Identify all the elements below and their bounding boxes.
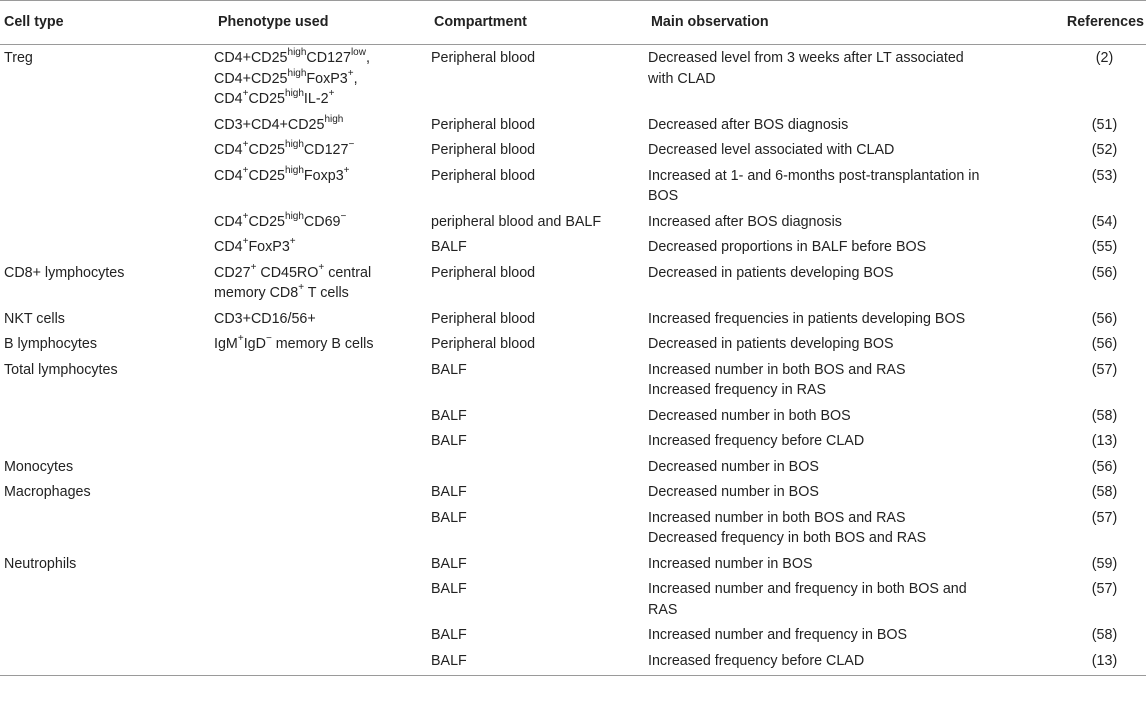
table-row (0, 112, 1146, 138)
cell-type (0, 163, 214, 209)
table-row (0, 260, 1146, 306)
reference: (57) (1091, 581, 1118, 597)
main-observation (647, 622, 1051, 648)
table-row (0, 209, 1146, 235)
main-observation (647, 403, 1051, 429)
table-row (0, 479, 1146, 505)
reference: (57) (1091, 361, 1118, 378)
observation-line: BOS (648, 188, 679, 204)
observation-line: with CLAD (648, 70, 716, 87)
phenotype-superscript: low (350, 47, 366, 59)
phenotype-superscript: high (285, 88, 304, 100)
table-row (0, 357, 1146, 403)
table-row (0, 137, 1146, 163)
cell-type (0, 112, 214, 138)
observation-line: Increased number and frequency in BOS (648, 627, 908, 643)
cell-type (0, 209, 214, 235)
phenotype-line: CD3+CD16/56+ (214, 310, 316, 327)
phenotype (214, 357, 430, 403)
phenotype-superscript: + (343, 164, 350, 176)
header-cell-type: Cell type (0, 1, 214, 45)
compartment: Peripheral blood (431, 167, 536, 184)
main-observation (647, 45, 1051, 112)
table-row (0, 234, 1146, 260)
compartment: BALF (431, 407, 467, 424)
compartment: Peripheral blood (431, 116, 536, 133)
cell-type (0, 505, 214, 551)
observation-line: Decreased in patients developing BOS (648, 336, 894, 352)
main-observation (647, 137, 1051, 163)
compartment: BALF (431, 555, 467, 572)
main-observation (647, 551, 1051, 577)
compartment: BALF (431, 627, 467, 643)
compartment: BALF (431, 361, 467, 378)
table-row (0, 576, 1146, 622)
phenotype-superscript: + (328, 88, 335, 100)
cell-type (0, 403, 214, 429)
cell-type (0, 428, 214, 454)
observation-line: Increased frequency before CLAD (648, 652, 865, 669)
phenotype-line: $CD4+CD25^{high}CD127^{low}$, (214, 47, 370, 66)
observation-line: Decreased number in both BOS (648, 407, 851, 424)
observation-line: Decreased level associated with CLAD (648, 142, 895, 158)
header-row (0, 1, 1146, 45)
compartment: BALF (431, 581, 467, 597)
main-observation (647, 454, 1051, 480)
table-row (0, 403, 1146, 429)
phenotype-superscript: + (298, 282, 305, 294)
phenotype-superscript: high (287, 47, 307, 59)
phenotype-line: $CD4^+CD25^{high}Foxp3^+$ (214, 164, 350, 184)
table-body (0, 45, 1146, 676)
main-observation (647, 331, 1051, 357)
observation-line: Increased number in BOS (648, 555, 813, 572)
cell-type (0, 622, 214, 648)
header-compartment: Compartment (430, 1, 647, 45)
main-observation (647, 576, 1051, 622)
header-phenotype: Phenotype used (214, 1, 430, 45)
main-observation (647, 306, 1051, 332)
reference: (56) (1091, 310, 1118, 327)
phenotype (214, 234, 430, 260)
cell-type (0, 137, 214, 163)
cell-type: Total lymphocytes (4, 361, 118, 378)
compartment: Peripheral blood (431, 50, 536, 66)
compartment: peripheral blood and BALF (431, 213, 602, 230)
reference: (58) (1091, 627, 1118, 643)
cell-type: CD8+ lymphocytes (4, 264, 125, 281)
observation-line: Decreased after BOS diagnosis (648, 116, 849, 133)
phenotype-superscript: high (285, 210, 304, 222)
reference: (13) (1091, 433, 1118, 449)
observation-line: Increased number in both BOS and RAS (648, 361, 906, 378)
phenotype-superscript: + (242, 210, 249, 222)
reference: (58) (1091, 407, 1118, 424)
table-row (0, 306, 1146, 332)
header-main-observation: Main observation (647, 1, 1051, 45)
phenotype (214, 45, 430, 112)
table-row (0, 428, 1146, 454)
compartment: BALF (431, 433, 467, 449)
phenotype-superscript: + (347, 67, 354, 79)
main-observation (647, 479, 1051, 505)
compartment: Peripheral blood (431, 264, 536, 281)
observation-line: Decreased in patients developing BOS (648, 264, 894, 281)
phenotype-superscript: + (242, 164, 249, 176)
phenotype (214, 209, 430, 235)
observation-line: Decreased number in BOS (648, 458, 819, 475)
main-observation (647, 505, 1051, 551)
table-row (0, 45, 1146, 112)
cell-type: Neutrophils (4, 555, 77, 572)
phenotype-superscript: − (265, 333, 272, 345)
phenotype (214, 505, 430, 551)
cell-type: Monocytes (4, 458, 74, 475)
reference: (53) (1091, 167, 1118, 184)
reference: (52) (1091, 142, 1118, 158)
table-row (0, 551, 1146, 577)
compartment: BALF (430, 648, 647, 676)
main-observation (647, 163, 1051, 209)
phenotype-superscript: + (242, 139, 249, 151)
phenotype-line: $CD4^+CD25^{high}CD127^-$ (214, 139, 355, 158)
cell-type: Macrophages (4, 484, 91, 500)
cell-type: Treg (4, 50, 33, 66)
table-header (0, 1, 1146, 45)
observation-line: Increased number in both BOS and RAS (648, 509, 906, 526)
compartment: Peripheral blood (431, 310, 536, 327)
phenotype-superscript: + (289, 236, 296, 248)
cell-type: NKT cells (4, 310, 65, 327)
phenotype (214, 403, 430, 429)
phenotype-superscript: + (237, 333, 244, 345)
observation-line: Increased after BOS diagnosis (648, 213, 842, 230)
phenotype (214, 648, 430, 676)
main-observation (647, 209, 1051, 235)
phenotype-superscript: high (285, 164, 304, 176)
cell-type (0, 648, 214, 676)
compartment: BALF (431, 509, 467, 526)
reference: (57) (1091, 509, 1118, 526)
main-observation (647, 260, 1051, 306)
reference: (56) (1091, 336, 1118, 352)
phenotype-line: $CD4^+CD25^{high}IL-2^+$ (214, 88, 335, 107)
cell-type: B lymphocytes (4, 336, 97, 352)
reference: (56) (1091, 264, 1118, 281)
phenotype-line: CD27+ CD45RO+ central (214, 261, 372, 281)
phenotype (214, 163, 430, 209)
phenotype-superscript: high (285, 139, 304, 151)
compartment: BALF (431, 484, 467, 500)
main-observation (647, 112, 1051, 138)
phenotype-superscript: + (250, 261, 257, 273)
table-row (0, 622, 1146, 648)
table-row (0, 648, 1146, 676)
header-references: References (1051, 1, 1146, 45)
reference: (54) (1091, 213, 1118, 230)
observation-line: RAS (648, 601, 678, 618)
phenotype-line: IgM+IgD− memory B cells (214, 333, 374, 352)
compartment: BALF (431, 239, 467, 255)
phenotype (214, 137, 430, 163)
observation-line: Increased number and frequency in both BOS and (648, 581, 967, 597)
phenotype (214, 454, 430, 480)
observation-line: Decreased proportions in BALF before BOS (648, 239, 927, 255)
phenotype (214, 260, 430, 306)
table-row (0, 163, 1146, 209)
main-observation (647, 357, 1051, 403)
main-observation (647, 234, 1051, 260)
phenotype-superscript: − (348, 139, 355, 151)
phenotype-superscript: + (242, 88, 249, 100)
phenotype (214, 622, 430, 648)
phenotype (214, 428, 430, 454)
reference: (51) (1091, 116, 1118, 133)
observation-line: Decreased number in BOS (648, 484, 819, 500)
compartment: Peripheral blood (431, 142, 536, 158)
phenotype-line: CD4+FoxP3+ (214, 236, 296, 255)
reference: (55) (1091, 239, 1118, 255)
cell-type (0, 234, 214, 260)
phenotype-superscript: high (287, 67, 307, 79)
observation-line: Increased at 1- and 6-months post-transplantation in (648, 167, 980, 184)
observation-line: Increased frequency before CLAD (648, 433, 865, 449)
phenotype (214, 306, 430, 332)
phenotype-superscript: + (242, 236, 249, 248)
observation-line: Decreased level from 3 weeks after LT associated (648, 50, 964, 66)
phenotype (214, 479, 430, 505)
phenotype-superscript: + (318, 261, 325, 273)
phenotype-line: $CD3+CD4+CD25^{high}$ (214, 113, 344, 133)
cell-type (0, 576, 214, 622)
phenotype-line: $CD4+CD25^{high}FoxP3^+$, (214, 67, 358, 87)
table-row (0, 505, 1146, 551)
table-row (0, 331, 1146, 357)
reference: (59) (1091, 555, 1118, 572)
reference: (2) (1095, 50, 1114, 66)
phenotype (214, 331, 430, 357)
phenotype (214, 112, 430, 138)
phenotype-superscript: high (324, 113, 344, 125)
main-observation (647, 428, 1051, 454)
reference: (58) (1091, 484, 1118, 500)
phenotype (214, 576, 430, 622)
observation-line: Increased frequencies in patients developing BOS (648, 310, 966, 327)
phenotype-superscript: − (340, 210, 347, 222)
phenotype-line: memory CD8+ T cells (214, 282, 349, 301)
observation-line: Increased frequency in RAS (648, 382, 827, 398)
observation-line: Decreased frequency in both BOS and RAS (648, 530, 927, 546)
phenotype (214, 551, 430, 577)
compartment: Peripheral blood (431, 336, 536, 352)
phenotype-line: $CD4^+CD25^{high}CD69^-$ (214, 210, 347, 230)
compartment (430, 454, 647, 480)
reference: (56) (1091, 458, 1118, 475)
main-observation (647, 648, 1051, 676)
reference: (13) (1051, 648, 1146, 676)
table-row (0, 454, 1146, 480)
